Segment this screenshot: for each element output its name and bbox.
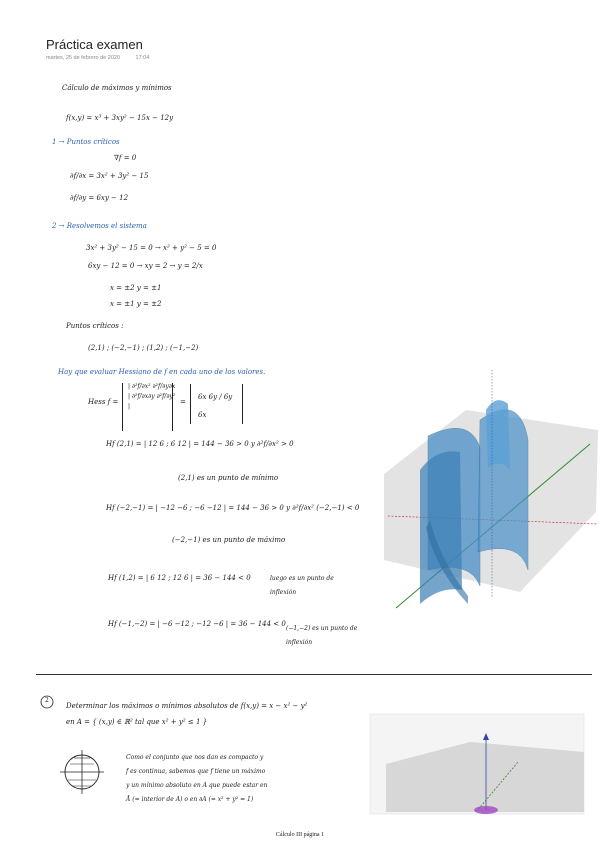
- hess-eval-1: Hf (2,1) = | 12 6 ; 6 12 | = 144 − 36 > 0 y ∂²f/∂x² > 0: [106, 440, 294, 448]
- question-2-line-1: Determinar los máximos o mínimos absolutos de f(x,y) = x − x² − y²: [66, 702, 308, 710]
- partial-y: ∂f/∂y = 6xy − 12: [70, 194, 129, 202]
- step-2: 2 → Resolvemos el sistema: [52, 222, 147, 230]
- critical-points: (2,1) ; (−2,−1) ; (1,2) ; (−1,−2): [88, 344, 199, 352]
- hess-eval-2: Hf (−2,−1) = | −12 −6 ; −6 −12 | = 144 − 36 > 0 y ∂²f/∂x² (−2,−1) < 0: [106, 504, 360, 512]
- hess-concl-4: (−1,−2) es un punto de inflexión: [286, 625, 358, 646]
- system-2: 6xy − 12 = 0 → xy = 2 → y = 2/x: [88, 262, 203, 270]
- hess-def: | ∂²f/∂x² ∂²f/∂y∂x | ∂²f/∂x∂y ∂²f/∂y² |: [128, 383, 176, 410]
- page-footer: Cálculo III página 1: [275, 832, 325, 838]
- answer-line-4: Å (= interior de A) o en ∂A (= x² + y² = 1): [126, 796, 254, 803]
- solution-2: x = ±1 y = ±2: [110, 300, 162, 308]
- question-2-line-2: en A = { (x,y) ∈ ℝ² tal que x² + y² ≤ 1 }: [66, 718, 208, 726]
- notes-heading: Cálculo de máximos y mínimos: [62, 84, 172, 92]
- hess-eval-4: Hf (−1,−2) = | −6 −12 ; −12 −6 | = 36 − 144 < 0: [108, 620, 286, 628]
- hess-concl-3: luego es un punto de inflexión: [270, 575, 334, 596]
- question-2-label: 2: [45, 697, 49, 704]
- step-1: 1 → Puntos críticos: [52, 138, 120, 146]
- answer-line-3: y un mínimo absoluto en A que puede estar en: [126, 782, 268, 789]
- gradient-eq: ∇f = 0: [114, 154, 137, 162]
- hess-concl-1: (2,1) es un punto de mínimo: [178, 474, 279, 482]
- answer-line-1: Como el conjunto que nos dan es compacto y: [126, 754, 264, 761]
- solution-1: x = ±2 y = ±1: [110, 284, 162, 292]
- hess-label: Hess f =: [88, 398, 119, 406]
- system-1: 3x² + 3y² − 15 = 0 → x² + y² − 5 = 0: [86, 244, 217, 252]
- hess-eval-3: Hf (1,2) = | 6 12 ; 12 6 | = 36 − 144 < 0: [108, 574, 251, 582]
- page-date: martes, 25 de febrero de 2020: [46, 55, 120, 61]
- answer-line-2: f es continua, sabemos que f tiene un máximo: [126, 768, 266, 775]
- page-time: 17:04: [135, 55, 150, 61]
- hess-concl-2: (−2,−1) es un punto de máximo: [172, 536, 286, 544]
- critical-label: Puntos críticos :: [66, 322, 124, 330]
- partial-x: ∂f/∂x = 3x² + 3y² − 15: [70, 172, 149, 180]
- hessian-intro: Hay que evaluar Hessiano de f en cada uno de los valores.: [58, 368, 266, 376]
- hess-matrix: 6x 6y / 6y 6x: [198, 393, 233, 419]
- page-title: Práctica examen: [46, 37, 143, 52]
- notes-function: f(x,y) = x³ + 3xy² − 15x − 12y: [66, 114, 174, 122]
